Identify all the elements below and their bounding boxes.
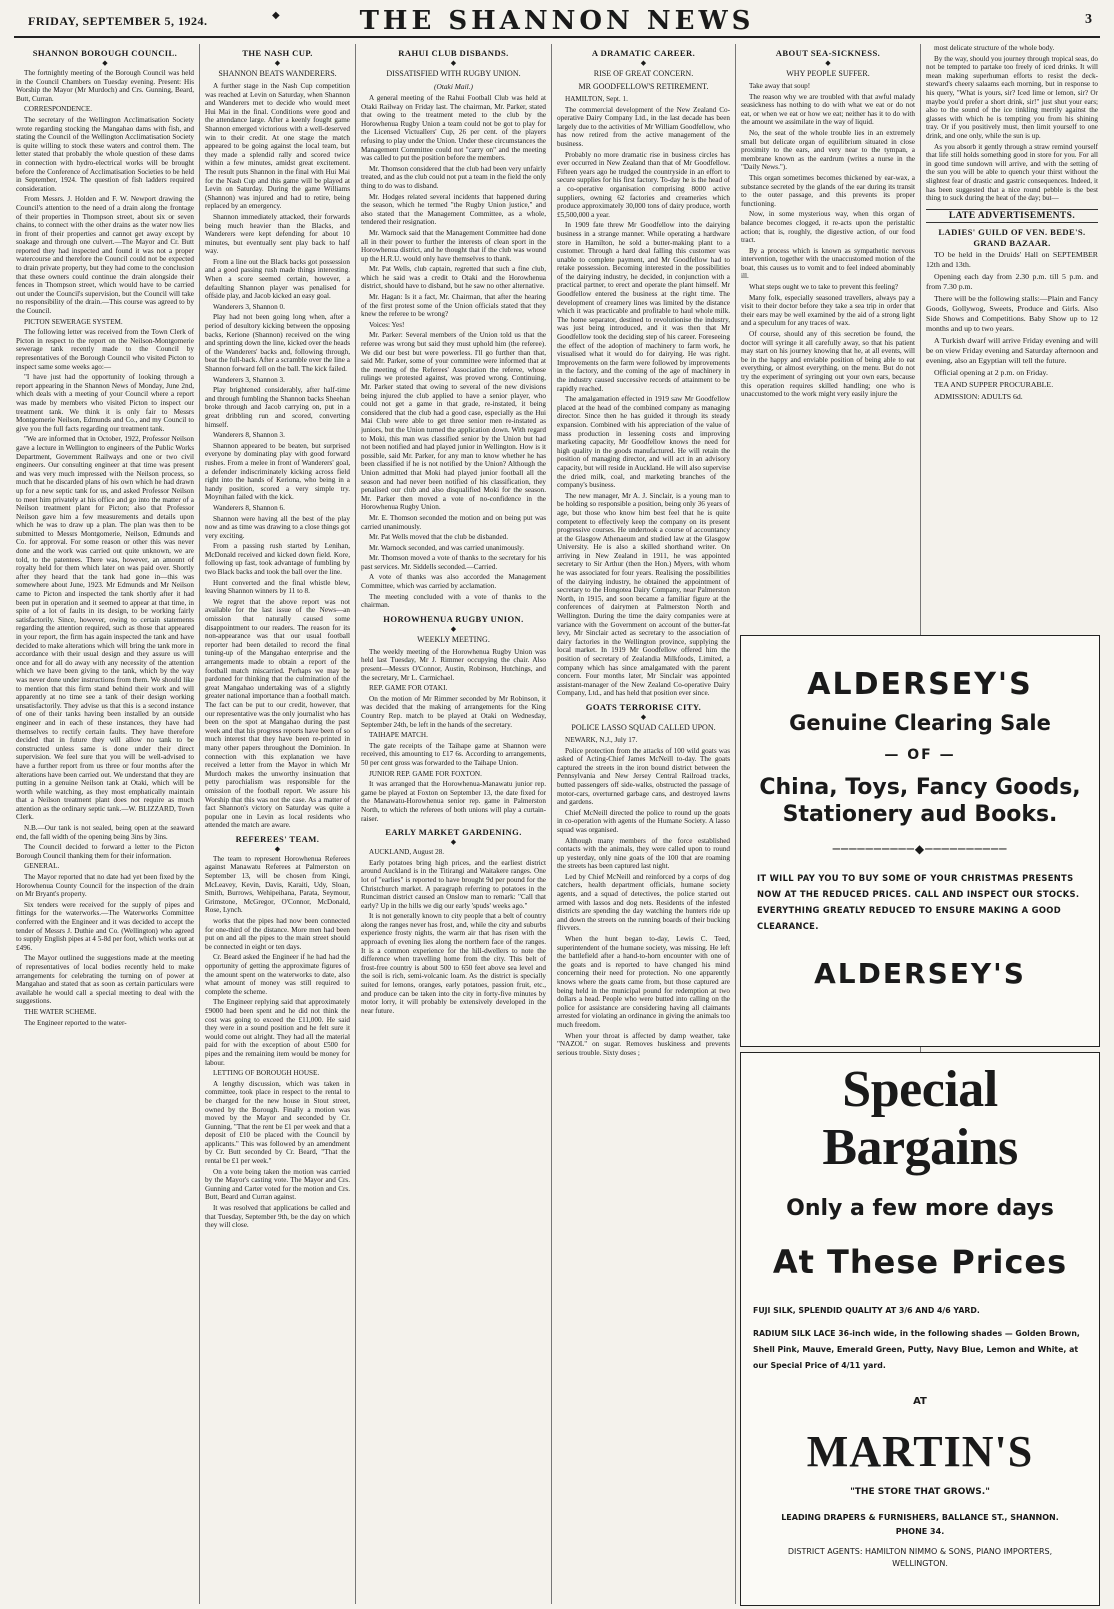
radium-silk-line: RADIUM SILK LACE 36-inch wide, in the following shades — Golden Brown, Shell Pink, Mauve, Emerald Green, Putty, Navy Blue, Lemon and White, at our Special Price of 4/11 yard. [753, 1329, 1080, 1370]
paragraph: A Turkish dwarf will arrive Friday evening and will be on view Friday evening and Saturday afternoon and evening, also an Egyptian will tell the future. [926, 335, 1098, 365]
divider-ornament-icon: ◆ [450, 838, 457, 847]
aldersey-small-print: IT WILL PAY YOU TO BUY SOME OF YOUR CHRISTMAS PRESENTS NOW AT THE REDUCED PRICES. CALL AND INSPECT OUR STOCKS. EVERYTHING GREATLY REDUCED TO ENSURE MAKING A GOOD CLEARANCE. [757, 873, 1080, 931]
of-line: — OF — [884, 747, 956, 763]
article-body [926, 44, 1098, 203]
paragraph: Mr. Thomson moved a vote of thanks to the secretary for his past services. Mr. Siddells seconded.—Carried. [361, 554, 546, 571]
paragraph: Early potatoes bring high prices, and the earliest district around Auckland is in the Titirangi and Waitakere ranges. One lot of "earlies" is reported to have brought 9d per pound for the Christchurch market. A paragraph referring to potatoes in the Runciman district caused an Onslow man to remark: "Call that early? Up in the hills we dig our early 'spuds' weeks ago." [361, 858, 546, 910]
clearing-sale-line: Genuine Clearing Sale [789, 711, 1051, 735]
paragraph: GENERAL. [24, 862, 60, 871]
paragraph: When your throat is affected by damp weather, take "NAZOL" on sugar. Removes huskiness and prevents serious trouble. Sixty doses ; [557, 1031, 730, 1057]
at-these-prices-line: At These Prices [772, 1243, 1068, 1281]
paragraph: ADMISSION: ADULTS 6d. [934, 391, 1023, 401]
column-rahui-club [361, 44, 546, 1604]
bazaar-ad-body [926, 250, 1098, 402]
paragraph: Take away that soup! [749, 82, 811, 90]
paragraph: N.B.—Our tank is not sealed, being open at the seaward end, the fall width of the opening being 3ins by 3ins. [16, 824, 194, 841]
column-late-ads [926, 44, 1098, 624]
paragraph: PICTON SEWERAGE SYSTEM. [24, 317, 123, 326]
paragraph: Opening each day from 2.30 p.m. till 5 p.m. and from 7.30 p.m. [926, 271, 1098, 291]
goods-line: China, Toys, Fancy Goods, Stationery aud Books. [759, 775, 1081, 827]
paragraph: Mr. Pat Wells moved that the club be disbanded. [369, 533, 509, 542]
paragraph: Mr. Warnock said that the Management Committee had done all in their power to further the interests of clean sport in the Horowhenua district, and he thought that if the club was wound up the H.R.U. would only have themselves to thank. [361, 228, 546, 263]
article-subheading: POLICE LASSO SQUAD CALLED UPON. [571, 722, 716, 732]
paragraph: The secretary of the Wellington Acclimatisation Society wrote regarding stocking the Mangahao dams with fish, and stating the Council of the Wellington Acclimatisation Society is quite willing to stock these waters and control them. The letter stated that probably the whole question of these dams in connection with hydro-electrical works will be brought before the Conference of Acclimatisation Societies to be held in September, 1924. The question of fish ladders required consideration. [16, 115, 194, 193]
paragraph: Wanderers 8, Shannon 3. [213, 431, 285, 440]
district-agents: DISTRICT AGENTS: HAMILTON NIMMO & SONS, PIANO IMPORTERS, WELLINGTON. [787, 1547, 1053, 1568]
martins-name: MARTIN'S [806, 1427, 1034, 1476]
paragraph: LETTING OF BOROUGH HOUSE. [213, 1069, 320, 1078]
paragraph: By a process which is known as sympathetic nervous intervention, together with the unaccustomed motion of the boat, this causes us to vomit and to feel indeed abominably ill. [741, 246, 915, 281]
paragraph: The reason why we are troubled with that awful malady seasickness has nothing to do with what we eat or do not eat, or when we eat or how we eat; neither has it to do with the amount we assimilate in the way of liquid. [741, 92, 915, 127]
paragraph: A further stage in the Nash Cup competition was reached at Levin on Saturday, when Shannon and Wanderers met to decide who would meet Hui Mai in the final. Conditions were good and the attendance large. After a keenly fought game Shannon emerged victorious with a well-deserved win to their credit. At one stage the match appeared to be going against the local team, but they made a splendid rally and scored twice within a few minutes, amidst great excitement. The result puts Shannon in the final with Hui Mai for the Nash Cup and this game will be played at Levin on Saturday. During the game Williams (Shannon) was injured and had to retire, being replaced by an emergency. [205, 82, 350, 211]
paragraph: Wanderers 3, Shannon 0. [213, 302, 285, 311]
paragraph: A lengthy discussion, which was taken in committee, took place in respect to the rental to be charged for the new house in Stout street, owned by the Borough. Finally a motion was moved by the Mayor and seconded by Cr. Gunning, "That the rent be £1 per week and that a deposit of £10 be placed with the Council by applicants." This was followed by an amendment by Cr. Butt seconded by Cr. Beard, "That the rental be £1 per week." [205, 1079, 350, 1166]
paragraph: The weekly meeting of the Horowhenua Rugby Union was held last Tuesday, Mr J. Rimmer occupying the chair. Also present—Messrs O'Connor, Austin, Robinson, Hutchings, and the secretary, Mr L. Carmichael. [361, 647, 546, 682]
paragraph: The Engineer replying said that approximately £9000 had been spent and he did not think the cost was going to exceed the £11,000. He said they were in a sound position and he felt sure it would come out alright. They had all the material paid for with the exception of about £500 for pipes and the remaining item would be money for labour. [205, 998, 350, 1067]
paragraph: works that the pipes had now been connected for one-third of the distance. More men had been put on and all the pipes to the main street should be connected in eight or ten days. [205, 917, 350, 951]
fuji-silk-line: FUJI SILK, SPLENDID QUALITY AT 3/6 AND 4/6 YARD. [753, 1306, 980, 1315]
paragraph: AUCKLAND, August 28. [369, 848, 445, 857]
column-nash-cup [205, 44, 350, 1604]
divider-ornament-icon: ◆ [274, 844, 281, 853]
article-subheading: RISE OF GREAT CONCERN. [593, 69, 694, 78]
aldersey-ad [740, 635, 1100, 1047]
paragraph: From a passing rush started by Lenihan, McDonald received and kicked down field. Kore, following up fast, took advantage of fumbling by two Black backs and took the ball over the line. [205, 542, 350, 577]
article-subheading: SHANNON BEATS WANDERERS. [218, 69, 337, 78]
paragraph: HAMILTON, Sept. 1. [565, 95, 628, 103]
paragraph: Wanderers 8, Shannon 6. [213, 503, 285, 512]
paragraph: Mr. Hagan: Is it a fact, Mr. Chairman, that after the hearing of the first protest some of the Union officials stated that they knew the referee to be wrong? [361, 293, 546, 319]
article-body [361, 648, 546, 823]
paragraph: REP. GAME FOR OTAKI. [369, 684, 448, 693]
paragraph: The fortnightly meeting of the Borough Council was held in the Council Chambers on Tuesday evening. Present: His Worship the Mayor (Mr Murdoch) and Crs. Gunning, Beard, Butt, Curran. [16, 69, 194, 103]
paragraph: NEWARK, N.J., July 17. [565, 735, 638, 744]
article-subheading: WHY PEOPLE SUFFER. [786, 69, 870, 78]
paragraph: Hunt converted and the final whistle blew, leaving Shannon winners by 11 to 8. [205, 578, 350, 596]
paragraph: From Messrs. J. Holden and F. W. Newport drawing the Council's attention to the need of a drain along the frontage of their properties in Thompson street, about six or seven chains, to connect with the other drains as the water now lies in front of their properties and cannot get away except by soakage and through one culvert.—The Mayor and Cr. Butt reported they had inspected and found it was not a proper watercourse and therefore the Council could not be expected to drain private property, but they had come to the conclusion that these owners could continue the drain alongside their fences in Thompson street, which would have to be carried out under the Council's supervision, but the Council will take no responsibility of the drain.—This course was agreed to by the Council. [16, 195, 194, 316]
paragraph: It was resolved that applications be called and that Tuesday, September 9th, be the day on which they will close. [205, 1204, 350, 1230]
article-body [16, 69, 194, 1027]
article-body [361, 94, 546, 610]
aldersey-name-footer: ALDERSEY'S [814, 957, 1026, 990]
paragraph: On a vote being taken the motion was carried by the Mayor's casting vote. The Mayor and Crs. Gunning and Carter voted for the motion and Crs. Butt, Beard and Curran against. [205, 1167, 350, 1202]
martins-address: LEADING DRAPERS & FURNISHERS, BALLANCE ST., SHANNON. [781, 1513, 1059, 1522]
article-heading: HOROWHENUA RUGBY UNION. [383, 613, 524, 624]
aldersey-name: ALDERSEY'S [807, 667, 1033, 702]
paragraph: "I have just had the opportunity of looking through a report appearing in the Shannon News of Monday, June 2nd, which deals with a meeting of your Council where a report was made by members who visited Picton to inspect our treatment tank. We think it is only fair to Messrs Montgomerie Neilson, Edmunds and Co., and my Council to give you the full facts regarding our treatment tank. [16, 373, 194, 433]
paragraph: It is not generally known to city people that a belt of country along the ranges never has frost, and, while the city and suburbs experience frosty nights, the warm air that has risen with the approach of evening lies along the northern face of the ranges. It is a common experience for the hill-dwellers to note the difference when travelling home from the city. This belt of frost-free country is about 500 to 650 feet above sea level and the soil is rich, semi-volcanic loam. As the district is specially suited for lemons, oranges, early potatoes, passion fruit, etc., and produce can be taken into the city in forty-five minutes by motor lorry, it will probably be extensively developed in the near future. [361, 912, 546, 1015]
paragraph: There will be the following stalls:—Plain and Fancy Goods, Gollywog, Sweets, Produce and Girls. Also Side Shows and Competitions. Baby Show up to 12 months and up to two years. [926, 293, 1098, 333]
paragraph: Official opening at 2 p.m. on Friday. [934, 367, 1048, 377]
paragraph: A general meeting of the Rahui Football Club was held at Otaki Railway on Friday last. The chairman, Mr. Parker, stated that owing to the treatment meted to the club by the Horowhenua Rugby Union a team could not be got to play for the Licensed Victuallers' Cup, 26 per cent. of the players refusing to play under the Union. Under these circumstances the Management Committee could not "carry on" and the meeting was called to put the position before the members. [361, 94, 546, 163]
divider-ornament-icon: ◆ [640, 59, 647, 67]
paragraph: Probably no more dramatic rise in business circles has ever occurred in New Zealand than that of Mr Goodfellow. Fifteen years ago he trudged the countryside in an effort to secure supplies for his first factory. To-day he is the head of a co-operative organisation comprising 8000 active suppliers, owning 62 factories and creameries which produce approximately 30,000 tons of dairy produce, worth £5,500,000 a year. [557, 150, 730, 219]
at-line: AT [913, 1396, 927, 1407]
paragraph: CORRESPONDENCE. [24, 105, 93, 114]
article-source: (Otaki Mail.) [434, 82, 473, 91]
article-heading: RAHUI CLUB DISBANDS. [398, 48, 509, 58]
paragraph: Many folk, especially seasoned travellers, always pay a visit to their doctor before they take a sea trip in order that their ears may be well examined by the aid of a strong light and a speculum for any traces of wax. [741, 293, 915, 328]
paragraph: The following letter was received from the Town Clerk of Picton in respect to the report on the Neilson-Montgomerie sewerage tank recently made to the Council by representatives of the Borough Council who visited Picton to inspect same some weeks ago:— [16, 328, 194, 371]
column-rule [551, 44, 552, 1604]
paragraph: Led by Chief McNeill and reinforced by a corps of dog catchers, health department officials, humane society agents, and a squad of detectives, the police started out armed with lassos and dog nets. Residents of the infested districts are spending the day watching the hunters ride up and down the streets on the running boards of their bucking flivvers. [557, 872, 730, 933]
paragraph: By the way, should you journey through tropical seas, do not be tempted to partake too freely of iced drinks. It will mean making superhuman efforts to resist the deck-steward's cheery salaams each morning, but in response to his query, "What is yours, sir? Iced lime or lemon, sir? Or maybe you'd prefer a short drink, sir!" just shut your ears; also to the sound of the ice tinkling merrily against the glasses with which he is tempting you from his shining tray. Or if you positively must, then limit yourself to one drink, and one only, while the sun is up. [926, 54, 1098, 140]
paragraph: Shannon immediately attacked, their forwards being much heavier than the Blacks, and Wanderers were kept defending for about 10 minutes, but eventually sent play back to half way. [205, 212, 350, 256]
paragraph: The team to represent Horowhenua Referees against Manawatu Referees at Palmerston on September 13, will be chosen from Kingi, McLeavey, Kevin, Davis, Karaiti, Udy, Sloan, Smith, Burrows, Wehipeihana, Parata, Seymour, Grimstone, McGregor, O'Connor, McDonald, Rose, Lynch. [205, 854, 350, 915]
paragraph: As you absorb it gently through a straw remind yourself that life still holds something good in store for you. For all in good time sundown will arrive, and with the setting of the sun you will be able to quench your thirst without the slightest fear of drastic and gastric consequences. Indeed, it has been suggested that a nice round pebble is the best thing to suck during the heat of the day; but— [926, 142, 1098, 203]
paragraph: The amalgamation effected in 1919 saw Mr Goodfellow placed at the head of the combined company as managing director. Since then he has guided it through its steady expansion. Combined with his appreciation of the value of mass production in lessening costs and improving marketing capacity, Mr Goodfellow knows the need for high quality in the goods manufactured. He will retain the position of managing director, and will act in an advisory capacity, but will reside in Auckland. He will also supervise the dried milk, coal, and marketing branches of the company's business. [557, 395, 730, 490]
paragraph: The Mayor reported that no date had yet been fixed by the Horowhenua County Council for the inspection of the drain on Mr Bryant's property. [16, 873, 194, 899]
paragraph: Mr. Thomson considered that the club had been very unfairly treated, and as the club could not put a team in the field the only thing to do was to disband. [361, 164, 546, 190]
paragraph: Mr. Warnock seconded, and was carried unanimously. [369, 543, 525, 552]
paragraph: The new manager, Mr A. J. Sinclair, is a young man to be holding so responsible a position, being only 36 years of age, but those who know him best feel that he is quite competent to effectively keep the company on its present progressive courses. He undertook a course of accountancy at the Glasgow Athenaeum and studied law at the Glasgow University. He is also a skilled shorthand writer. On arriving in New Zealand in 1911, he was appointed secretary to Sir Arthur (then the Hon.) Myers, with whom he was associated for four years. Realising the possibilities of the dairying industry, he obtained the appointment of secretary to the Hongotea Dairy Company, near Palmerston North, in 1915, and soon became a familiar figure at the conferences of dairymen at Palmerston North and Wellington. During the time the dairy companies were at variance with the Government on account of the butter-fat levy, Mr Sinclair acted as secretary to the association of dairy factories in the Wellington province, supplying the local market. In 1919 Mr Goodfellow offered him the position of secretary of Zealandia Milkfoods, Limited, a company which has since amalgamated with the parent concern. Four months later, Mr Sinclair was appointed assistant-manager of the New Zealand Co-operative Dairy Company, Ltd., and has held that position ever since. [557, 491, 730, 698]
paragraph: Shannon were having all the best of the play now and as time was drawing to a close things got very exciting. [205, 514, 350, 540]
late-ads-heading: LATE ADVERTISEMENTS. [926, 209, 1098, 223]
martins-ad [740, 1052, 1100, 1606]
page-number: 3 [1085, 12, 1092, 27]
paragraph: The Mayor outlined the suggestions made at the meeting of representatives of local bodies recently held to make arrangements for celebrating the turning on of power at Mangahao and stated that as soon as certain particulars were available he would call a special meeting to deal with the suggestions. [16, 954, 194, 1006]
paragraph: JUNIOR REP. GAME FOR FOXTON. [369, 769, 482, 778]
paragraph: Mr. Parker: Several members of the Union told us that the referee was wrong but said they must uphold him (the referee). We did our best but were powerless. I'll go further than that, said Mr. Parker, some of your committee were informed that at the meeting of the Referees' Association the referee, whose rulings we protested against, was proved wrong. Continuing, Mr. Parker stated that owing to several of the new divisions being injured the club applied to have a senior player, who could not get a game in that grade, re-instated, it being considered that the club had a good case, especially as the Hui Mai Club were able to get three senior men re-instated as juniors, but the Union turned the application down. With regard to Moki, this man was classified senior by the Union but had not been notified and had played junior in Wellington. How is it possible, said Mr. Parker, for any man to know whether he has been classified if he is not notified by the Union? Although the Union admitted that Moki had played junior football all the season and had never been notified of his classification, they penalised our club and also disqualified Moki for the season. Mr. Parker then moved a vote of no-confidence in the Horowhenua Rugby Union. [361, 331, 546, 512]
paragraph: TEA AND SUPPER PROCURABLE. [934, 379, 1054, 389]
paragraph: Chief McNeill directed the police to round up the goats in co-operation with agents of the Humane Society. A lasso squad was organised. [557, 808, 730, 834]
paragraph: No, the seat of the whole trouble lies in an extremely small but delicate organ of equilibrium situated in close proximity to the ears, and very near to the tympan, a membrane known as the eardrum (writes a nurse in the "Daily News."). [741, 128, 915, 172]
paragraph: Voices: Yes! [369, 320, 405, 329]
paragraph: Mr. E. Thomson seconded the motion and on being put was carried unanimously. [361, 513, 546, 531]
paragraph: The Council decided to forward a letter to the Picton Borough Council thanking them for their information. [16, 843, 194, 860]
divider-ornament-icon: ◆ [640, 712, 647, 721]
masthead [14, 6, 1100, 38]
paragraph: Of course, should any of this secretion be found, the doctor will syringe it all carefully away, so that his patient may start on his journey knowing that he, at all events, will be in the happy and enviable position of being able to eat everything, or almost everything, on the menu. But do not try the experiment of syringing out your own ears, because this operation requires skilled handling; one who is unaccustomed to the work might very easily injure the [741, 330, 915, 399]
divider-ornament-icon: ◆ [825, 59, 831, 67]
article-body [361, 848, 546, 1015]
divider-ornament-icon: ◆ [450, 624, 457, 633]
column-rule [199, 44, 200, 1604]
paragraph: TAIHAPE MATCH. [369, 731, 428, 740]
column-rule [735, 44, 736, 1604]
article-subheading: MR GOODFELLOW'S RETIREMENT. [578, 82, 709, 91]
paragraph: The Engineer reported to the water- [24, 1018, 127, 1027]
paragraph: The gate receipts of the Taihape game at Shannon were received, this amounting to £17 6s. According to arrangements, 50 per cent gross was forwarded to the Taihape Union. [361, 741, 546, 767]
paragraph: Although many members of the force established contacts with the animals, they were called upon to round up yesterday, only nine goats of the 100 that are roaming the streets has been captured last night. [557, 836, 730, 871]
bazaar-heading: LADIES' GUILD OF VEN. BEDE'S. GRAND BAZAAR. [938, 226, 1086, 248]
paragraph: In 1909 fate threw Mr Goodfellow into the dairying business in a strange manner. While operating a hardware store in Hamilton, he sold a butter-making plant to a customer. Through a hard deal falling this customer was unable to complete payment, and Mr Goodfellow had to retake possession. Becoming interested in the possibilities of the dairying industry, he decided, in conjunction with a practical partner, to erect and operate the plant himself. Mr Goodfellow entered the business at the right time. The development of creamery lines was limited by the distance which it was practicable and profitable to haul whole milk. The home separator, destined to revolutionise the industry, was just being introduced, and it was then that Mr Goodfellow took the deciding step of his career. Foreseeing the effect of the adoption of machinery to farm work, he visualised what it would do for dairying. He was right. Improvements on the farm were followed by improvements in the factory, and the coming of the age of machinery in the industry caused successive records of attainment to be rapidly reached. [557, 221, 730, 393]
article-heading: GOATS TERRORISE CITY. [585, 701, 702, 712]
paragraph: The meeting concluded with a vote of thanks to the chairman. [361, 592, 546, 610]
article-body [205, 855, 350, 1230]
paragraph: This organ sometimes becomes thickened by ear-wax, a substance secreted by the glands of the ear during its transit to the outer passage, and this prevents its proper functioning. [741, 173, 915, 208]
martins-slogan: "THE STORE THAT GROWS." [850, 1487, 990, 1497]
article-body [741, 82, 915, 399]
article-body [557, 95, 730, 698]
column-sea-sickness [741, 44, 915, 624]
column-dramatic-career [557, 44, 730, 1604]
paragraph: From a line out the Black backs got possession and a good passing rush made things interesting. When a score seemed certain, however, a defaulting Shannon player was penalised for offside play, and Jacob kicked an easy goal. [205, 257, 350, 301]
paragraph: What steps ought we to take to prevent this feeling? [749, 283, 899, 292]
paragraph: We regret that the above report was not available for the last issue of the News—an omission that naturally caused some disappointment to our readers. The reason for its non-appearance was that our usual football reporter had been detailed to record the final tuning-up of the Mangahao enterprise and the arrangements made to obtain a report of the football match miscarried. Perhaps we may be pardoned for thinking that the culmination of the great Mangahao undertaking was of a slightly greater national importance than a football match. The fact can be put to our credit, however, that our representative was the only journalist who has been on the spot at Mangahao during the past week and that his progress reports have been of so much interest that they have been re-printed in many other papers throughout the Dominion. In connection with this explanation we have received a letter from the Mayor in which Mr Murdoch makes the unworthy insinuation that petty parochialism was responsible for the omission of the football report. We assure his Worship that this was not the case. As a matter of fact Shannon's victory on Saturday was quite a popular one in Levin as local residents who attended the match are aware. [205, 597, 350, 830]
paragraph: Play had not been going long when, after a period of desultory kicking between the opposing backs, Kerione (Shannon) received on the wing and sprinting down the line, kicked over the heads of the Wanderers' backs and, following through, beat the full-back. After a scramble over the line a Shannon forward fell on the ball. The kick failed. [205, 313, 350, 373]
article-heading: REFEREES' TEAM. [235, 833, 320, 844]
article-heading: SHANNON BOROUGH COUNCIL. [32, 48, 178, 58]
ornament-divider-icon: ──────────◆────────── [832, 842, 1008, 856]
divider-ornament-icon: ◆ [102, 59, 108, 67]
article-heading: THE NASH CUP. [242, 48, 313, 58]
paragraph: When the hunt began to-day, Lewis C. Teed, superintendent of the humane society, was missing. He left the battlefield after a hand-to-horn encounter with one of the goats and is reported to have changed his mind concerning their need for protection. No one apparently knows where the goats came from, but those captured are being held in the municipal pound for redemption at two dollars a head. People who were butted into calling on the police for assistance are considering having all claimants arrested for violating an ordinance in giving the animals too much freedom. [557, 935, 730, 1029]
paragraph: most delicate structure of the whole body. [934, 44, 1055, 52]
divider-ornament-icon: ◆ [450, 59, 457, 67]
paragraph: On the motion of Mr Rimmer seconded by Mr Robinson, it was decided that the making of arrangements for the King Country Rep. match to be played at Otaki on Wednesday, September 24th, be left in the hands of the secretary. [361, 694, 546, 729]
paragraph: "We are informed that in October, 1922, Professor Neilson gave a lecture in Wellington to engineers of the Public Works Department, Government Railways and one or two civil engineers. Our consulting engineer at that time was present and was very much impressed with the Neilson process, so much that he discarded plans of his own which he had drawn up for a new septic tank for us, and asked Professor Neilson to meet him privately at his office and go into the matter of a Neilson treatment plant for Picton; also that Professor Neilson gave him a few measurements and details upon which he was to draw up a plan. The plan was then to be submitted to Messrs Montgomerie, Neilson, Edmunds and Co. for approval. For some reason or other this was never done and the work was carried out quite unknown, we are told, to the patentees. There was, however, an amount of royalty held for them which later on was paid over. Shortly after they heard that the tank had gone in—this was somewhere about June, 1923. Mr Edmunds and Mr Neilson came to Picton and inspected the tank shortly after it had been put in operation and it seemed to appear at that time, in spite of a lot of faults in its design, to be working fairly satisfactorily. Since, however, owing to certain statements regarding the attention required, such as those that appeared in your report, the firm has again inspected the tank and have decided to make alterations which will bring the tank more in accordance with their usual design and they assure us will once and for all do away with any necessity of the attention which we have been giving to the tank, which by the way was never done under instructions from them. We should like to mention that this firm stand behind their work and will apparently at no time see a tank of their design working unsatisfactorily. They advise us that this is a second instance of one of their tanks having been installed by an outside engineer and in each of these instances, they have had themselves to rectify certain faults. They have therefore decided that in future they will allow no tank to be constructed unless same is done under their direct supervision. We feel sure that you will be well-advised to have a further report from us three or four months after the alterations have been carried out. We understand that they are putting in a genuine Neilson tank at Otaki, which will be worth while watching, as they most emphatically maintain that a Neilson treatment plant does not require as much attention as the ordinary septic tank.—W. BLIZZARD, Town Clerk. [16, 435, 194, 822]
paragraph: It was arranged that the Horowhenua-Manawatu junior rep. game be played at Foxton on September 13, the date fixed for the Manawatu-Horowhenua senior rep. game in Palmerston North, to which the referees of both unions will play a curtain-raiser. [361, 780, 546, 823]
article-subheading: WEEKLY MEETING. [417, 634, 490, 644]
column-rule [355, 44, 356, 1604]
paragraph: Shannon appeared to be beaten, but surprised everyone by dominating play with good forward rushes. From a melee in front of Wanderers' goal, a defender indiscriminately kicking across field right into the hands of Keriona, who being in a handy position, scored a very simple try. Moynihan failed with the kick. [205, 441, 350, 502]
paragraph: Mr. Hodges related several incidents that happened during the season, which he termed "the Rugby Union justice," and also stated that the Management Committee, as a whole, tendered their resignation. [361, 192, 546, 227]
paragraph: Play brightened considerably, after half-time and through fumbling the Shannon backs Sheehan broke through and Jacob carrying on, put in a great dribbling run and scored, converting himself. [205, 386, 350, 429]
divider-ornament-icon: ◆ [274, 59, 281, 67]
special-bargains-headline: Special Bargains [822, 1061, 1018, 1176]
paragraph: TO be held in the Druids' Hall on SEPTEMBER 12th and 13th. [926, 249, 1098, 269]
newspaper-title: THE SHANNON NEWS [359, 6, 755, 36]
paragraph: Mr. Pat Wells, club captain, regretted that such a fine club, which he said was a credit to Otaki and the Horowhenua district, should have to disband, but he saw no other alternative. [361, 265, 546, 291]
paragraph: Police protection from the attacks of 100 wild goats was asked of Acting-Chief James McNeill to-day. The goats captured the streets in the iron bound district between the Pennsylvania and New Jersey Central Railroad tracks, butted passengers off side-walks, obstructed the passage of motor-cars, overturned garbage cans, and destroyed lawns and gardens. [557, 746, 730, 807]
column-borough-council [16, 44, 194, 1604]
issue-date: FRIDAY, SEPTEMBER 5, 1924. [28, 14, 208, 28]
article-body [205, 82, 350, 830]
masthead-ornament-icon: ◆ [272, 10, 280, 21]
paragraph: Cr. Beard asked the Engineer if he had had the opportunity of getting the approximate figures of the amount spent on the waterworks to date, also what amount of money was still required to complete the scheme. [205, 953, 350, 996]
few-more-days-line: Only a few more days [786, 1196, 1054, 1221]
article-heading: A DRAMATIC CAREER. [591, 48, 696, 58]
paragraph: Six tenders were received for the supply of pipes and fittings for the waterworks.—The Waterworks Committee conferred with the Engineer and it was decided to accept the tender of Messrs J. Duthie and Co. (Wellington) who agreed to supply English pipes at 4 5-8d per foot, which works out at £496. [16, 900, 194, 952]
article-heading: ABOUT SEA-SICKNESS. [775, 48, 881, 58]
martins-phone: PHONE 34. [895, 1527, 945, 1536]
paragraph: Wanderers 3, Shannon 3. [213, 375, 285, 384]
paragraph: Now, in some mysterious way, when this organ of balance becomes clogged, it re-acts upon the peristaltic action; that is, roughly, the digestive action, of our food tract. [741, 210, 915, 245]
article-body [557, 736, 730, 1057]
article-subheading: DISSATISFIED WITH RUGBY UNION. [386, 69, 521, 78]
paragraph: THE WATER SCHEME. [24, 1007, 97, 1016]
article-heading: EARLY MARKET GARDENING. [385, 827, 522, 838]
paragraph: A vote of thanks was also accorded the Management Committee, which was carried by acclamation. [361, 573, 546, 591]
paragraph: The commercial development of the New Zealand Co-operative Dairy Company Ltd., in the last decade has been largely due to the activities of Mr William Goodfellow, who has now retired from the active management of the business. [557, 105, 730, 148]
